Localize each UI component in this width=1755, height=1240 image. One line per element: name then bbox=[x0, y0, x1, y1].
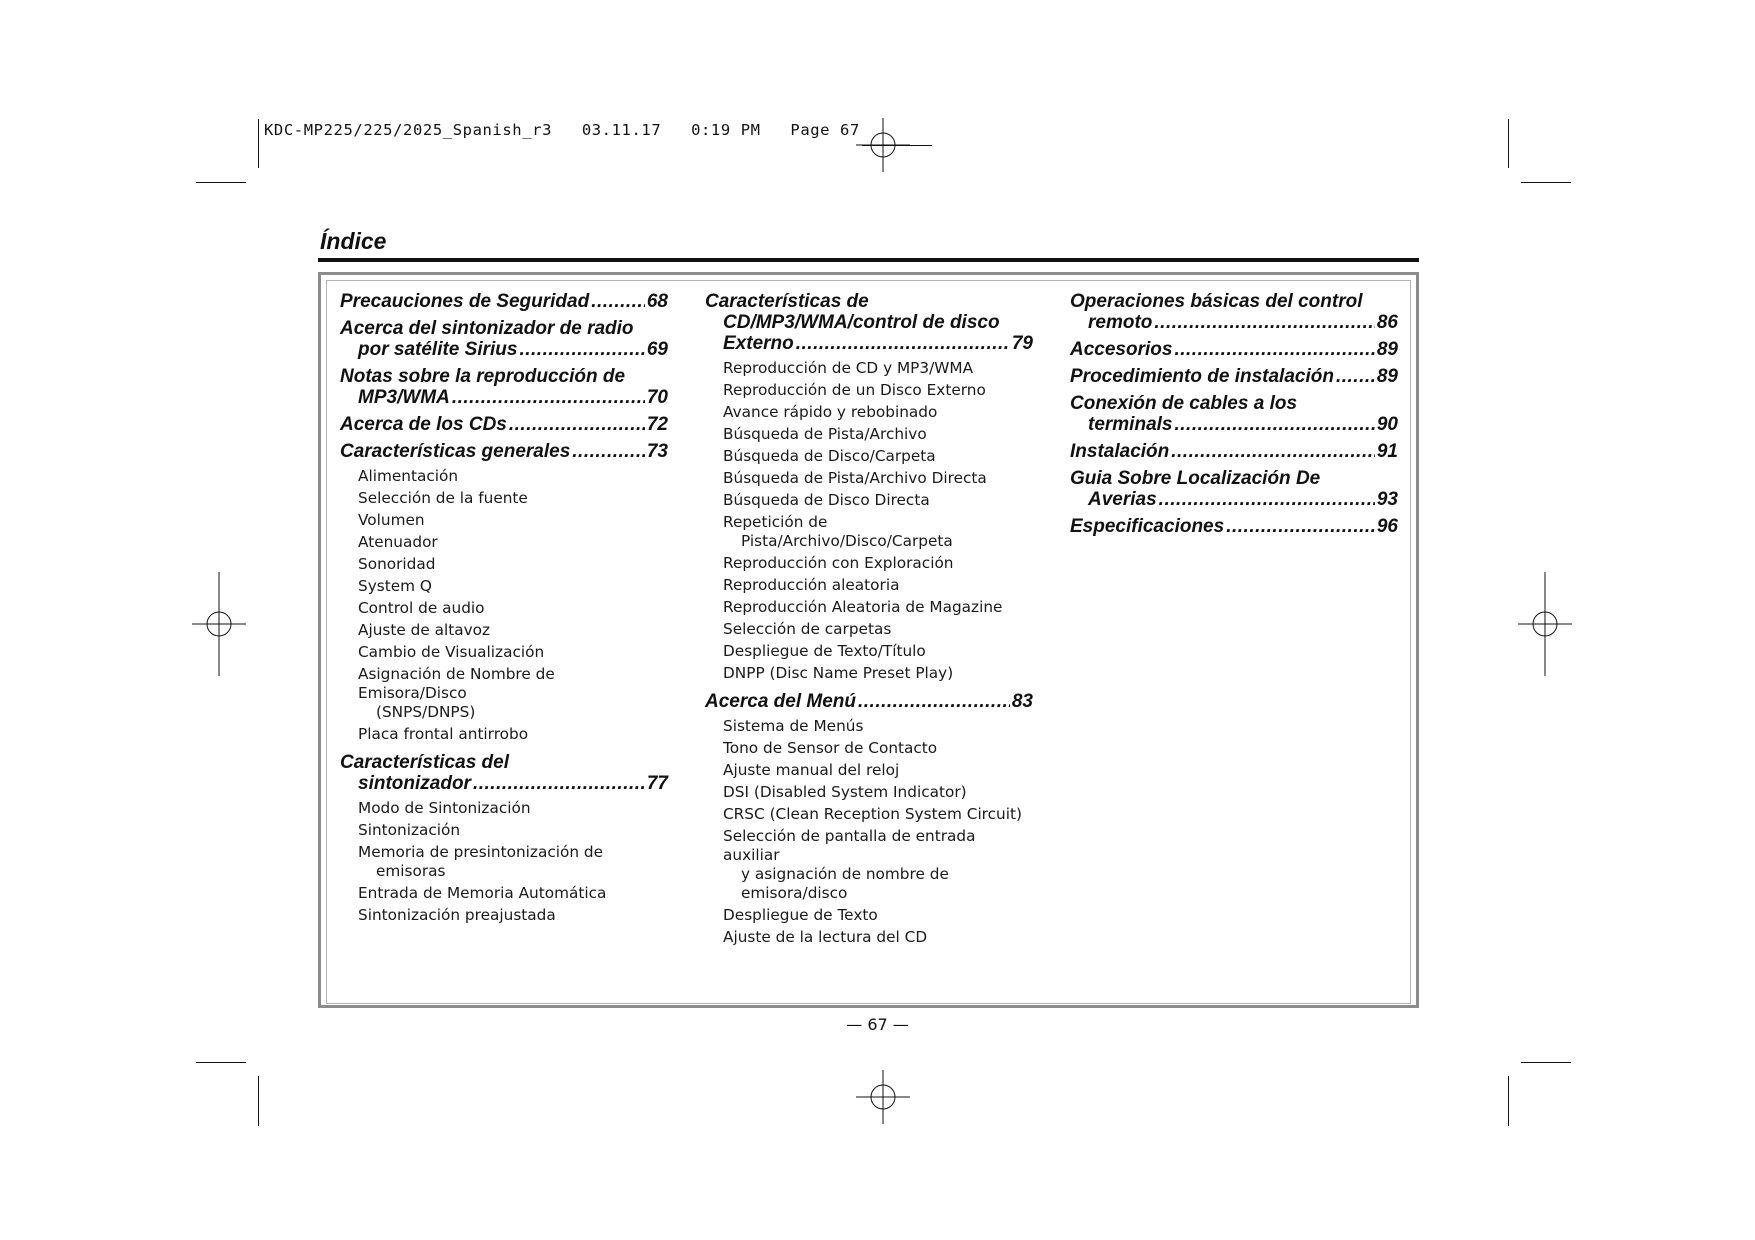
toc-heading[interactable]: Características del sintonizador ..... 77 bbox=[340, 752, 668, 794]
page-title: Índice bbox=[320, 228, 387, 254]
toc-item[interactable]: Asignación de Nombre de Emisora/Disco (SNPS/DNPS) bbox=[358, 665, 555, 721]
toc-heading[interactable]: Operaciones básicas del control remoto ..... 86 bbox=[1070, 291, 1398, 333]
toc-item[interactable]: Reproducción Aleatoria de Magazine bbox=[723, 598, 1003, 616]
toc-item[interactable]: Despliegue de Texto/Título bbox=[723, 642, 926, 660]
toc-column-1 bbox=[340, 291, 668, 933]
registration-mark-icon bbox=[1518, 572, 1572, 676]
toc-item[interactable]: Repetición de Pista/Archivo/Disco/Carpeta bbox=[723, 513, 953, 550]
toc-column-3 bbox=[1070, 291, 1398, 543]
crop-mark bbox=[258, 1076, 259, 1126]
toc-item[interactable]: Control de audio bbox=[358, 599, 485, 617]
print-slug: KDC-MP225/225/2025_Spanish_r3 03.11.17 0:19 PM Page 67 bbox=[264, 121, 860, 139]
toc-heading[interactable]: Acerca del Menú ..... 83 bbox=[705, 691, 1033, 712]
toc-item[interactable]: Búsqueda de Pista/Archivo Directa bbox=[723, 469, 987, 487]
toc-column-2 bbox=[705, 291, 1033, 955]
page-number: — 67 — bbox=[846, 1015, 909, 1034]
toc-heading[interactable]: Guia Sobre Localización De Averias ..... 93 bbox=[1070, 468, 1398, 510]
crop-mark bbox=[196, 182, 246, 183]
toc-item[interactable]: Sonoridad bbox=[358, 555, 436, 573]
toc-item[interactable]: Avance rápido y rebobinado bbox=[723, 403, 938, 421]
toc-item[interactable]: DSI (Disabled System Indicator) bbox=[723, 783, 967, 801]
crop-mark bbox=[1521, 1062, 1571, 1063]
registration-mark-icon bbox=[856, 1070, 910, 1124]
toc-item[interactable]: Búsqueda de Disco Directa bbox=[723, 491, 930, 509]
toc-heading[interactable]: Acerca de los CDs ..... 72 bbox=[340, 414, 668, 435]
toc-subitems bbox=[358, 799, 668, 925]
toc-item[interactable]: Reproducción de CD y MP3/WMA bbox=[723, 359, 974, 377]
toc-item[interactable]: Selección de pantalla de entrada auxiliar y asignación de nombre de emisora/disco bbox=[723, 827, 976, 902]
toc-item[interactable]: Selección de carpetas bbox=[723, 620, 892, 638]
crop-mark bbox=[1508, 1076, 1509, 1126]
toc-item[interactable]: Tono de Sensor de Contacto bbox=[723, 739, 938, 757]
title-rule bbox=[318, 258, 1419, 262]
toc-item[interactable]: Volumen bbox=[358, 511, 425, 529]
toc-item[interactable]: Ajuste de la lectura del CD bbox=[723, 928, 928, 946]
toc-heading[interactable]: Instalación ..... 91 bbox=[1070, 441, 1398, 462]
toc-heading[interactable]: Conexión de cables a los terminals ..... 90 bbox=[1070, 393, 1398, 435]
toc-heading[interactable]: Especificaciones ..... 96 bbox=[1070, 516, 1398, 537]
toc-item[interactable]: DNPP (Disc Name Preset Play) bbox=[723, 664, 954, 682]
toc-item[interactable]: Búsqueda de Pista/Archivo bbox=[723, 425, 927, 443]
toc-item[interactable]: Atenuador bbox=[358, 533, 438, 551]
toc-item[interactable]: Memoria de presintonización de emisoras bbox=[358, 843, 604, 880]
toc-item[interactable]: Reproducción con Exploración bbox=[723, 554, 954, 572]
toc-heading[interactable]: Notas sobre la reproducción de MP3/WMA ..... 70 bbox=[340, 366, 668, 408]
toc-item[interactable]: Cambio de Visualización bbox=[358, 643, 545, 661]
toc-heading[interactable]: Accesorios ..... 89 bbox=[1070, 339, 1398, 360]
toc-item[interactable]: Sintonización bbox=[358, 821, 461, 839]
toc-item[interactable]: Ajuste manual del reloj bbox=[723, 761, 900, 779]
crop-mark bbox=[196, 1062, 246, 1063]
crop-mark bbox=[1508, 119, 1509, 168]
toc-subitems bbox=[723, 359, 1033, 683]
toc-heading[interactable]: Características generales ..... 73 bbox=[340, 441, 668, 462]
registration-mark-icon bbox=[856, 118, 910, 172]
crop-mark bbox=[1521, 182, 1571, 183]
toc-heading[interactable]: Características de CD/MP3/WMA/control de disco Externo ..... 79 bbox=[705, 291, 1033, 354]
toc-item[interactable]: Reproducción aleatoria bbox=[723, 576, 900, 594]
toc-item[interactable]: Selección de la fuente bbox=[358, 489, 528, 507]
toc-item[interactable]: Alimentación bbox=[358, 467, 459, 485]
toc-item[interactable]: Búsqueda de Disco/Carpeta bbox=[723, 447, 936, 465]
toc-item[interactable]: Ajuste de altavoz bbox=[358, 621, 491, 639]
toc-heading[interactable]: Procedimiento de instalación ..... 89 bbox=[1070, 366, 1398, 387]
toc-heading[interactable]: Acerca del sintonizador de radio por satélite Sirius ..... 69 bbox=[340, 318, 668, 360]
crop-mark bbox=[258, 119, 259, 168]
toc-item[interactable]: Placa frontal antirrobo bbox=[358, 725, 529, 743]
toc-item[interactable]: System Q bbox=[358, 577, 432, 595]
toc-item[interactable]: CRSC (Clean Reception System Circuit) bbox=[723, 805, 1022, 823]
toc-item[interactable]: Entrada de Memoria Automática bbox=[358, 884, 607, 902]
registration-mark-icon bbox=[192, 572, 246, 676]
toc-item[interactable]: Reproducción de un Disco Externo bbox=[723, 381, 986, 399]
toc-item[interactable]: Sintonización preajustada bbox=[358, 906, 556, 924]
toc-item[interactable]: Sistema de Menús bbox=[723, 717, 864, 735]
toc-item[interactable]: Modo de Sintonización bbox=[358, 799, 531, 817]
toc-item[interactable]: Despliegue de Texto bbox=[723, 906, 878, 924]
toc-subitems bbox=[723, 717, 1033, 947]
toc-subitems bbox=[358, 467, 668, 744]
toc-heading[interactable]: Precauciones de Seguridad ..... 68 bbox=[340, 291, 668, 312]
